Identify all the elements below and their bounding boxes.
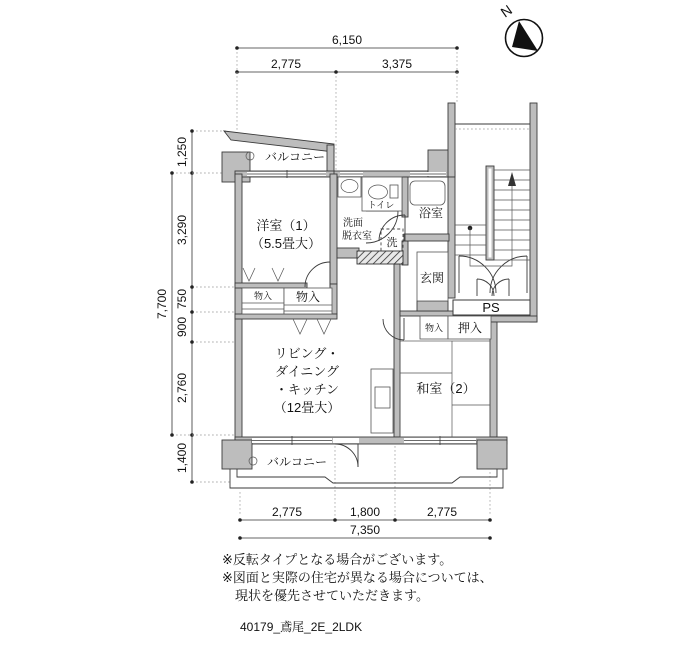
note-line-1: ※反転タイプとなる場合がございます。 <box>222 552 453 567</box>
dim-left-seg5: 2,760 <box>175 372 189 404</box>
label-storage-2: 物入 <box>295 290 321 304</box>
label-bath: 浴室 <box>418 206 444 220</box>
label-entrance: 玄関 <box>419 271 445 285</box>
plan-id: 40179_鳶尾_2E_2LDK <box>240 620 363 634</box>
stair-up-arrow-icon <box>508 172 516 186</box>
entrance-door-sill <box>357 251 403 264</box>
label-washer: 洗 <box>386 237 398 249</box>
dim-top-seg1: 2,775 <box>270 57 302 71</box>
label-ps: PS <box>482 300 500 315</box>
dim-bottom-seg3: 2,775 <box>426 505 458 519</box>
label-western-room-size: （5.5畳大） <box>250 236 322 251</box>
dim-left-total: 7,700 <box>155 288 169 320</box>
compass-n-label: N <box>497 1 516 21</box>
dim-bottom-total: 7,350 <box>349 523 381 537</box>
hanger-mark-icon <box>272 268 284 281</box>
dim-left-seg3: 750 <box>175 288 189 310</box>
dim-bottom-seg1: 2,775 <box>271 505 303 519</box>
kitchen-sink-icon <box>375 387 390 408</box>
label-washroom-2: 脱衣室 <box>342 231 372 242</box>
notes-block <box>222 552 493 634</box>
label-ldk-2: ダイニング <box>275 364 339 379</box>
washbasin-icon <box>338 177 361 197</box>
north-compass-icon <box>498 2 543 57</box>
dim-left-seg2: 3,290 <box>175 214 189 246</box>
toilet-tank-icon <box>390 185 398 198</box>
bathtub-icon <box>410 181 445 205</box>
staircase <box>455 166 530 266</box>
dim-left-seg1: 1,250 <box>175 136 189 168</box>
label-oshiire: 押入 <box>457 321 483 335</box>
label-japanese-room: 和室（2） <box>416 381 476 396</box>
dim-bottom-seg2: 1,800 <box>349 505 381 519</box>
dim-top-total: 6,150 <box>331 33 363 47</box>
hanger-mark-icon <box>317 319 331 334</box>
dim-left-seg4: 900 <box>175 316 189 338</box>
label-western-room: 洋室（1） <box>256 218 316 233</box>
hanger-mark-icon <box>243 268 255 281</box>
label-ldk-3: ・キッチン <box>274 382 340 397</box>
label-toilet: トイレ <box>367 200 395 210</box>
label-balcony-top: バルコニー <box>264 150 326 164</box>
note-line-2: ※図面と実際の住宅が異なる場合については、 <box>222 570 493 585</box>
label-washroom-1: 洗面 <box>343 218 363 229</box>
dim-left-seg6: 1,400 <box>175 442 189 474</box>
label-storage-1: 物入 <box>253 291 273 301</box>
hanger-mark-icon <box>293 319 307 334</box>
note-line-3: 現状を優先させていただきます。 <box>235 588 429 603</box>
label-ldk-1: リビング・ <box>274 346 340 361</box>
dim-top-seg2: 3,375 <box>381 57 413 71</box>
label-balcony-bottom: バルコニー <box>266 455 328 469</box>
label-ldk-size: （12畳大） <box>273 400 341 415</box>
label-storage-3: 物入 <box>424 323 444 333</box>
